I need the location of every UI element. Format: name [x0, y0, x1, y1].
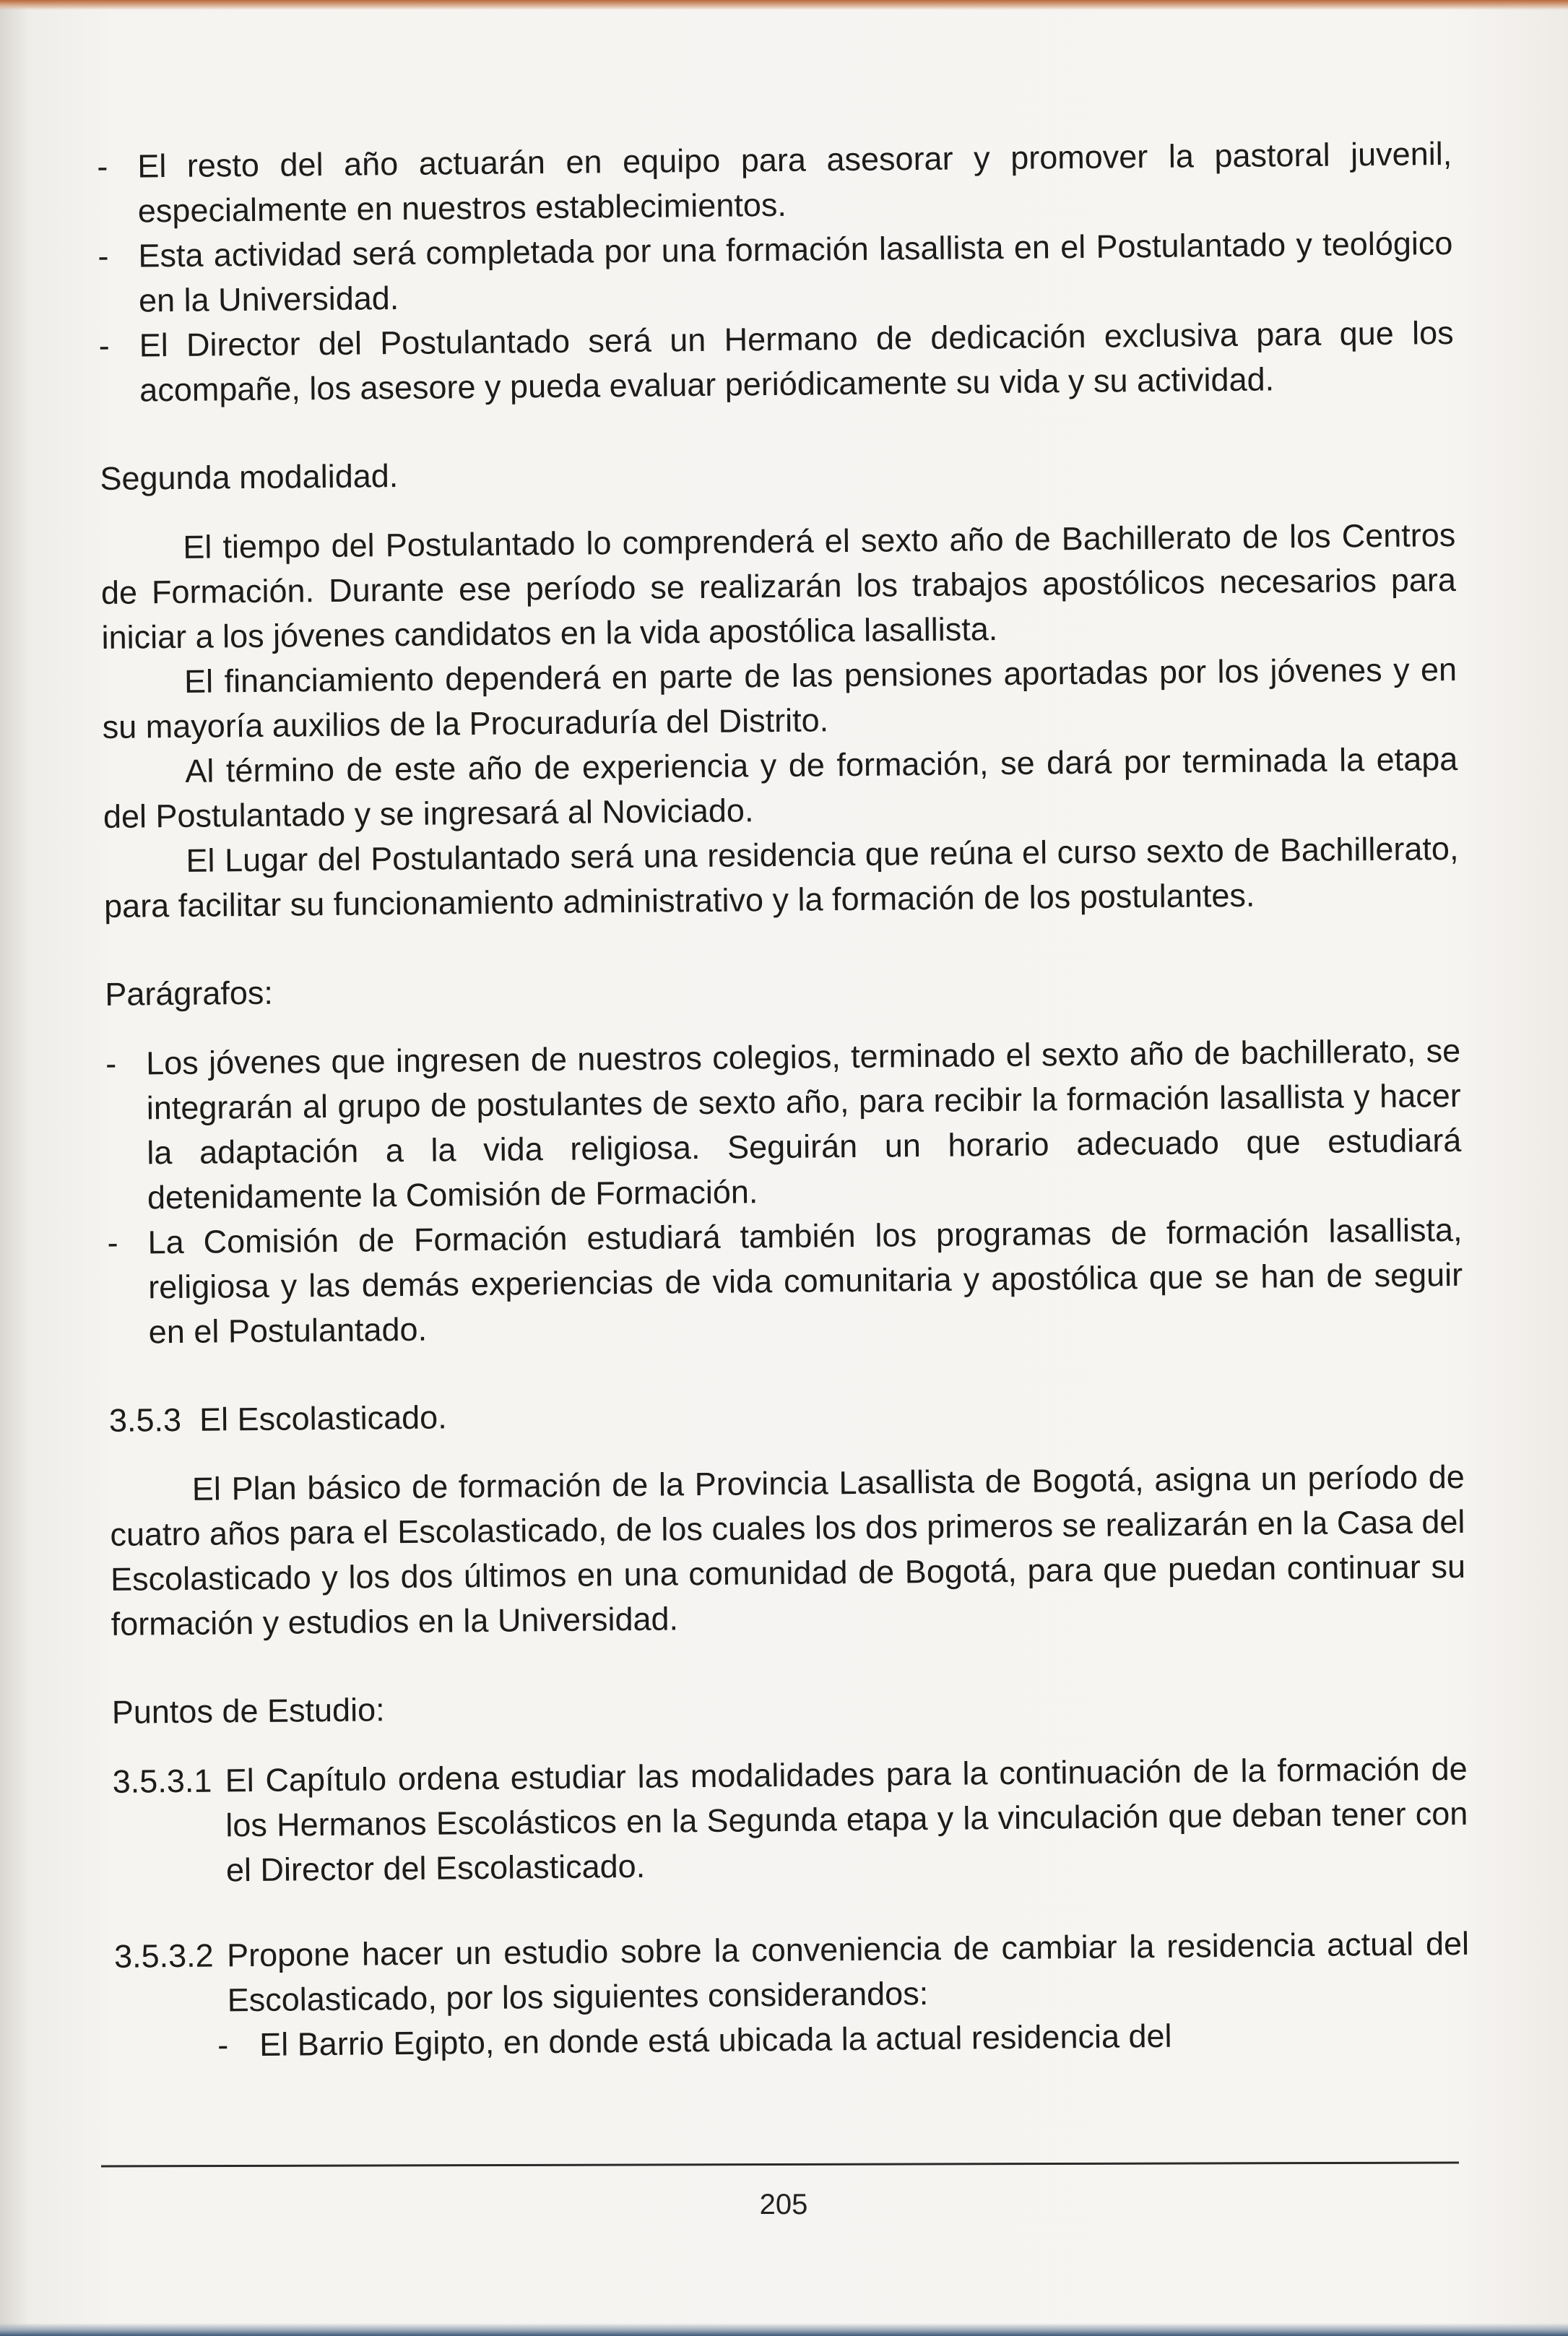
section-heading-puntos-de-estudio: Puntos de Estudio:	[111, 1691, 385, 1731]
list-item	[107, 1208, 1463, 1355]
list-item	[98, 311, 1454, 413]
bullet-dash: -	[97, 147, 108, 185]
body-paragraph: El tiempo del Postulantado lo comprenderá el sexto año de Bachillerato de los Centros de Formación. Durante ese período se realizarán los trabajos apostólicos necesarios para iniciar a los jóvenes candidatos en la vida apostólica lasallista.	[100, 516, 1457, 656]
body-paragraph: El Lugar del Postulantado será una residencia que reúna el curso sexto de Bachillerato, para facilitar su funcionamiento administrativo y la formación de los postulantes.	[103, 829, 1459, 925]
page-body	[97, 131, 1470, 2069]
list-item-text: Los jóvenes que ingresen de nuestros colegios, terminado el sexto año de bachillerato, se integrarán al grupo de postulantes de sexto año, para recibir la formación lasallista y hacer la adaptación a la vida religiosa. Seguirán un horario adecuado que estudiará detenidamente la Comisión de Formación.	[145, 1031, 1462, 1216]
numbered-item-text: El Capítulo ordena estudiar las modalidades para la continuación de la formación de los Hermanos Escolásticos en la Segunda etapa y la vinculación que deban tener con el Director del Escolasticado.	[225, 1749, 1468, 1889]
numbered-item-text: Propone hacer un estudio sobre la conveniencia de cambiar la residencia actual del Escolasticado, por los siguientes considerandos:	[226, 1924, 1470, 2019]
section-heading-paragrafos: Parágrafos:	[105, 974, 274, 1013]
numbered-item-3-5-3-1	[112, 1747, 1468, 1894]
section-heading-segunda-modalidad: Segunda modalidad.	[100, 457, 399, 497]
list-item-text: La Comisión de Formación estudiará también los programas de formación lasallista, religiosa y las demás experiencias de vida comunitaria y apostólica que se han de seguir en el Postulantado.	[147, 1211, 1463, 1351]
page-number: 205	[759, 2189, 808, 2220]
bullet-dash: -	[98, 326, 110, 364]
sub-list-item-text: El Barrio Egipto, en donde está ubicada la actual residencia del	[259, 2017, 1172, 2063]
section-heading-escolasticado: 3.5.3 El Escolasticado.	[108, 1398, 447, 1439]
body-paragraph: Al término de este año de experiencia y de formación, se dará por terminada la etapa del Postulantado y se ingresará al Noviciado.	[103, 740, 1458, 835]
list-item-text: El resto del año actuarán en equipo para asesorar y promover la pastoral juvenil, especialmente en nuestros establecimientos.	[137, 134, 1452, 230]
list-item	[97, 131, 1452, 234]
item-number: 3.5.3.2	[113, 1937, 214, 1975]
list-item-text: Esta actividad será completada por una formación lasallista en el Postulantado y teológico en la Universidad.	[138, 224, 1453, 319]
numbered-item-3-5-3-2	[114, 1921, 1470, 2024]
list-item	[98, 221, 1453, 324]
page-top-edge	[0, 0, 1568, 10]
body-paragraph: El Plan básico de formación de la Provincia Lasallista de Bogotá, asigna un período de cuatro años para el Escolasticado, de los cuales los dos primeros se realizarán en la Casa del Escolasticado y los dos últimos en una comunidad de Bogotá, para que puedan continuar su formación y estudios en la Universidad.	[110, 1458, 1466, 1643]
bullet-dash: -	[105, 1044, 117, 1082]
bullet-dash: -	[107, 1224, 118, 1261]
page-bottom-edge	[0, 2323, 1568, 2336]
list-item	[105, 1029, 1462, 1221]
body-paragraph: El financiamiento dependerá en parte de las pensiones aportadas por los jóvenes y en su mayoría auxilios de la Procuraduría del Distrito.	[102, 650, 1457, 745]
footer-rule	[101, 2162, 1459, 2168]
bullet-dash: -	[217, 2026, 229, 2064]
item-number: 3.5.3.1	[112, 1762, 212, 1800]
bullet-dash: -	[98, 237, 109, 274]
list-item-text: El Director del Postulantado será un Hermano de dedicación exclusiva para que los acompañe, los asesore y pueda evaluar periódicamente su vida y su actividad.	[139, 313, 1454, 409]
